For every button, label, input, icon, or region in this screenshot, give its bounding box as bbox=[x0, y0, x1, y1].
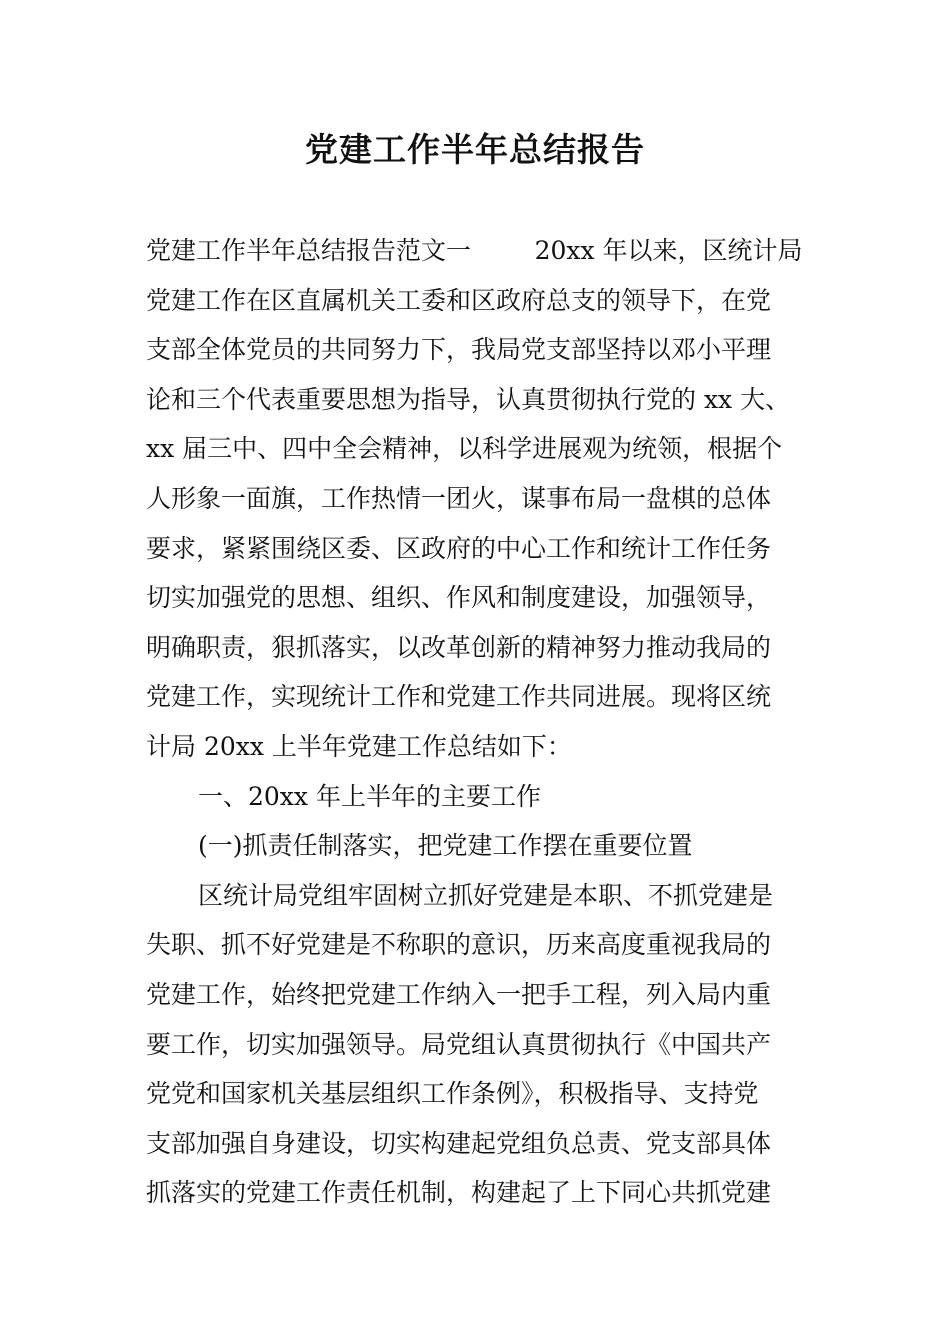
paragraph-line: 切实加强党的思想、组织、作风和制度建设，加强领导， bbox=[146, 583, 772, 613]
paragraph-line: 明确职责，狠抓落实，以改革创新的精神努力推动我局的 bbox=[146, 632, 772, 662]
paragraph-line: 要工作，切实加强领导。局党组认真贯彻执行《中国共产 bbox=[146, 1029, 772, 1059]
document-body bbox=[146, 226, 846, 1218]
paragraph-line: 支部加强自身建设，切实构建起党组负总责、党支部具体 bbox=[146, 1128, 772, 1158]
paragraph-line: 党建工作半年总结报告范文一 20xx 年以来，区统计局 bbox=[146, 236, 803, 265]
paragraph-line: 人形象一面旗，工作热情一团火，谋事布局一盘棋的总体 bbox=[146, 483, 772, 513]
paragraph-line: 失职、抓不好党建是不称职的意识，历来高度重视我局的 bbox=[146, 930, 772, 960]
paragraph-line: 区统计局党组牢固树立抓好党建是本职、不抓党建是 bbox=[198, 880, 774, 910]
paragraph-line: 计局 20xx 上半年党建工作总结如下： bbox=[146, 731, 572, 761]
paragraph-line: 党建工作在区直属机关工委和区政府总支的领导下，在党 bbox=[146, 285, 772, 315]
paragraph-line: xx 届三中、四中全会精神，以科学进展观为统领，根据个 bbox=[146, 434, 783, 464]
section-heading: 一、20xx 年上半年的主要工作 bbox=[198, 781, 541, 811]
paragraph-line: 抓落实的党建工作责任机制，构建起了上下同心共抓党建 bbox=[146, 1178, 772, 1208]
document-title: 党建工作半年总结报告 bbox=[305, 130, 645, 169]
paragraph-line: 论和三个代表重要思想为指导，认真贯彻执行党的 xx 大、 bbox=[146, 384, 791, 414]
paragraph-line: 要求，紧紧围绕区委、区政府的中心工作和统计工作任务 bbox=[146, 533, 772, 563]
paragraph-line: 支部全体党员的共同努力下，我局党支部坚持以邓小平理 bbox=[146, 335, 772, 365]
paragraph-line: 党建工作，实现统计工作和党建工作共同进展。现将区统 bbox=[146, 682, 772, 712]
paragraph-line: 党党和国家机关基层组织工作条例》，积极指导、支持党 bbox=[146, 1079, 759, 1109]
paragraph-line: 党建工作，始终把党建工作纳入一把手工程，列入局内重 bbox=[146, 979, 772, 1009]
subsection-heading: (一)抓责任制落实，把党建工作摆在重要位置 bbox=[198, 831, 693, 861]
